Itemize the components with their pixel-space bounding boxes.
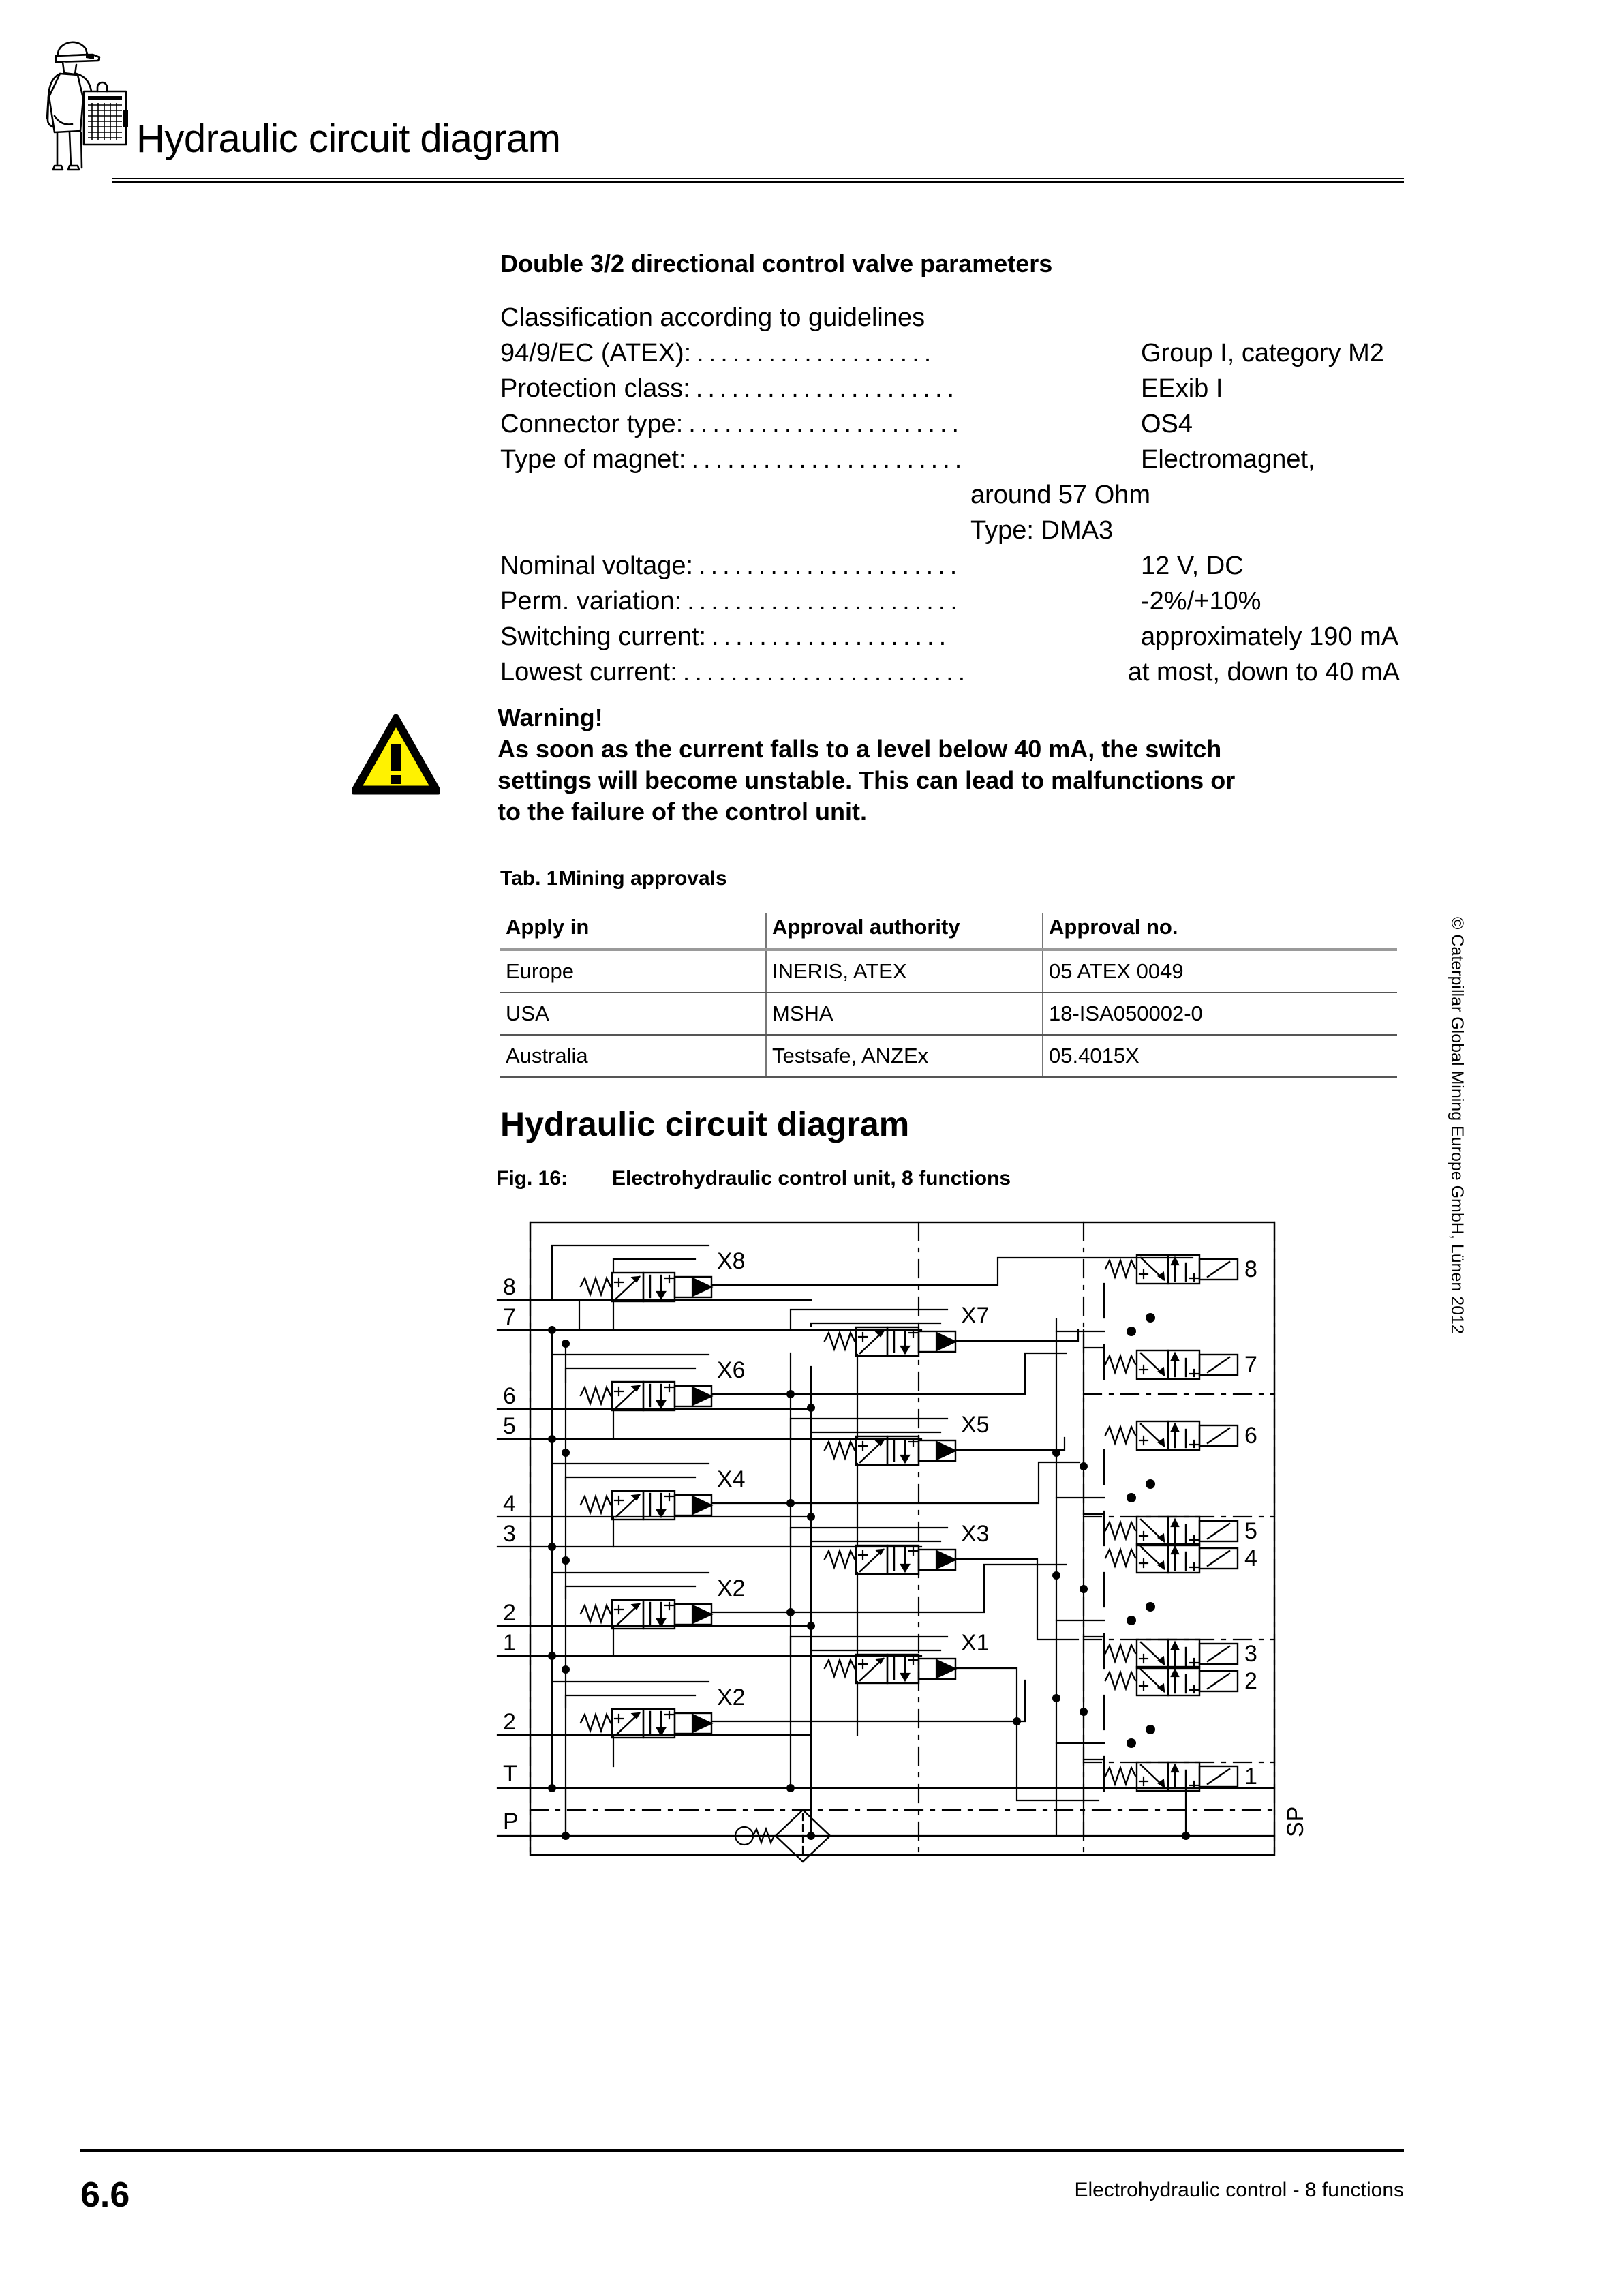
circuit-valve-number: 4	[1244, 1545, 1257, 1571]
column-header-apply-in: Apply in	[500, 913, 766, 950]
warning-line-2: settings will become unstable. This can lead to malfunctions or	[498, 766, 1236, 794]
circuit-port-label: 2	[503, 1709, 516, 1735]
spec-value: EExib I	[1141, 374, 1223, 403]
figure-caption	[496, 1167, 1011, 1190]
spec-label: Perm. variation:	[500, 587, 682, 616]
table-caption-number: Tab. 1:	[500, 867, 565, 890]
spec-value-magnet-type: Type: DMA3	[970, 516, 1114, 545]
warning-triangle-icon	[352, 714, 440, 796]
hydraulic-circuit-diagram	[477, 1196, 1349, 1878]
circuit-port-label: 2	[503, 1600, 516, 1626]
circuit-valve-number: 8	[1244, 1256, 1257, 1282]
parameters-intro: Classification according to guidelines	[500, 303, 925, 332]
circuit-valve-number: 3	[1244, 1641, 1257, 1667]
circuit-valve-label: X2	[717, 1685, 746, 1710]
column-header-approval-no: Approval no.	[1043, 913, 1397, 950]
table-row	[500, 1035, 1397, 1077]
spec-value: Group I, category M2	[1141, 339, 1384, 367]
spec-value: at most, down to 40 mA	[1127, 658, 1400, 686]
spec-label: 94/9/EC (ATEX):	[500, 339, 692, 367]
circuit-valve-label: X4	[717, 1466, 746, 1492]
circuit-port-label: 5	[503, 1413, 516, 1439]
section-heading: Hydraulic circuit diagram	[500, 1105, 910, 1143]
spec-value: Electromagnet,	[1141, 445, 1315, 474]
circuit-valve-label: X1	[961, 1630, 990, 1656]
circuit-valve-label: X3	[961, 1521, 990, 1547]
circuit-port-label: T	[503, 1761, 517, 1787]
circuit-port-label: 6	[503, 1383, 516, 1409]
parameters-title: Double 3/2 directional control valve parameters	[500, 250, 1053, 277]
spec-label: Lowest current:	[500, 658, 677, 686]
copyright-notice: © Caterpillar Global Mining Europe GmbH, Lünen 2012	[1448, 917, 1467, 1334]
cell-approval-no: 05.4015X	[1043, 1035, 1397, 1077]
spec-label: Type of magnet:	[500, 445, 686, 474]
spec-value: -2%/+10%	[1141, 587, 1261, 616]
spec-row-atex	[500, 335, 1400, 371]
warning-line-1: As soon as the current falls to a level below 40 mA, the switch	[498, 735, 1222, 763]
cell-apply-in: USA	[500, 993, 766, 1035]
cell-apply-in: Europe	[500, 950, 766, 993]
spec-label: Protection class:	[500, 374, 690, 403]
spec-value: 12 V, DC	[1141, 552, 1244, 580]
warning-line-3: to the failure of the control unit.	[498, 798, 867, 826]
circuit-port-label: 4	[503, 1491, 516, 1517]
spec-label: Nominal voltage:	[500, 552, 694, 580]
cell-approval-no: 18-ISA050002-0	[1043, 993, 1397, 1035]
mining-approvals-table	[500, 913, 1397, 1078]
spec-dots: ....................	[697, 339, 936, 367]
page-title: Hydraulic circuit diagram	[136, 117, 561, 161]
circuit-valve-label: X2	[717, 1575, 746, 1601]
circuit-port-label: 1	[503, 1630, 516, 1656]
spec-dots: ....................	[711, 622, 951, 651]
figure-caption-text: Electrohydraulic control unit, 8 functions	[612, 1167, 1011, 1190]
footer-divider	[80, 2149, 1404, 2152]
circuit-port-label: P	[503, 1809, 519, 1834]
page-number: 6.6	[80, 2175, 130, 2215]
warning-heading: Warning!	[498, 704, 603, 731]
table-row	[500, 993, 1397, 1035]
circuit-port-label: 7	[503, 1304, 516, 1330]
spec-row-type-of-magnet	[500, 442, 1400, 477]
spec-label: Connector type:	[500, 410, 684, 438]
spec-dots: ......................	[699, 552, 962, 580]
circuit-valve-number: 2	[1244, 1668, 1257, 1694]
spec-value: approximately 190 mA	[1141, 622, 1399, 651]
spec-label: Switching current:	[500, 622, 707, 651]
figure-caption-number: Fig. 16:	[496, 1167, 568, 1190]
spec-row-perm-variation	[500, 584, 1400, 619]
circuit-port-label: 3	[503, 1521, 516, 1547]
circuit-valve-number: 5	[1244, 1518, 1257, 1544]
spec-row-nominal-voltage	[500, 548, 1400, 584]
circuit-valve-label: X5	[961, 1412, 990, 1438]
spec-value: OS4	[1141, 410, 1193, 438]
spec-row-switching-current	[500, 619, 1400, 654]
spec-dots: .......................	[691, 445, 967, 474]
parameters-list	[500, 300, 1400, 690]
spec-dots: ......................	[695, 374, 960, 403]
spec-row-lowest-current	[500, 654, 1400, 690]
cell-approval-authority: Testsafe, ANZEx	[766, 1035, 1043, 1077]
cell-approval-authority: INERIS, ATEX	[766, 950, 1043, 993]
table-header-row	[500, 913, 1397, 950]
footer-text: Electrohydraulic control - 8 functions	[1074, 2179, 1404, 2201]
column-header-approval-authority: Approval authority	[766, 913, 1043, 950]
warning-text	[498, 702, 1418, 828]
spec-value-magnet-resistance: around 57 Ohm	[970, 481, 1151, 509]
cell-approval-authority: MSHA	[766, 993, 1043, 1035]
spec-dots: .......................	[688, 410, 964, 438]
table-caption	[500, 867, 727, 890]
spec-dots: .......................	[687, 587, 962, 616]
table-caption-text: Mining approvals	[559, 867, 727, 890]
spec-dots: ........................	[682, 658, 970, 686]
circuit-valve-label: X6	[717, 1357, 746, 1383]
circuit-valve-number: 7	[1244, 1352, 1257, 1378]
circuit-valve-label: X7	[961, 1303, 990, 1329]
circuit-valve-number: 1	[1244, 1764, 1257, 1789]
circuit-port-label: 8	[503, 1274, 516, 1300]
circuit-supply-label: SP	[1283, 1806, 1309, 1837]
table-row	[500, 950, 1397, 993]
spec-row-connector-type	[500, 406, 1400, 442]
circuit-valve-label: X8	[717, 1248, 746, 1274]
circuit-valve-number: 6	[1244, 1423, 1257, 1449]
cell-apply-in: Australia	[500, 1035, 766, 1077]
cell-approval-no: 05 ATEX 0049	[1043, 950, 1397, 993]
spec-row-protection-class	[500, 371, 1400, 406]
